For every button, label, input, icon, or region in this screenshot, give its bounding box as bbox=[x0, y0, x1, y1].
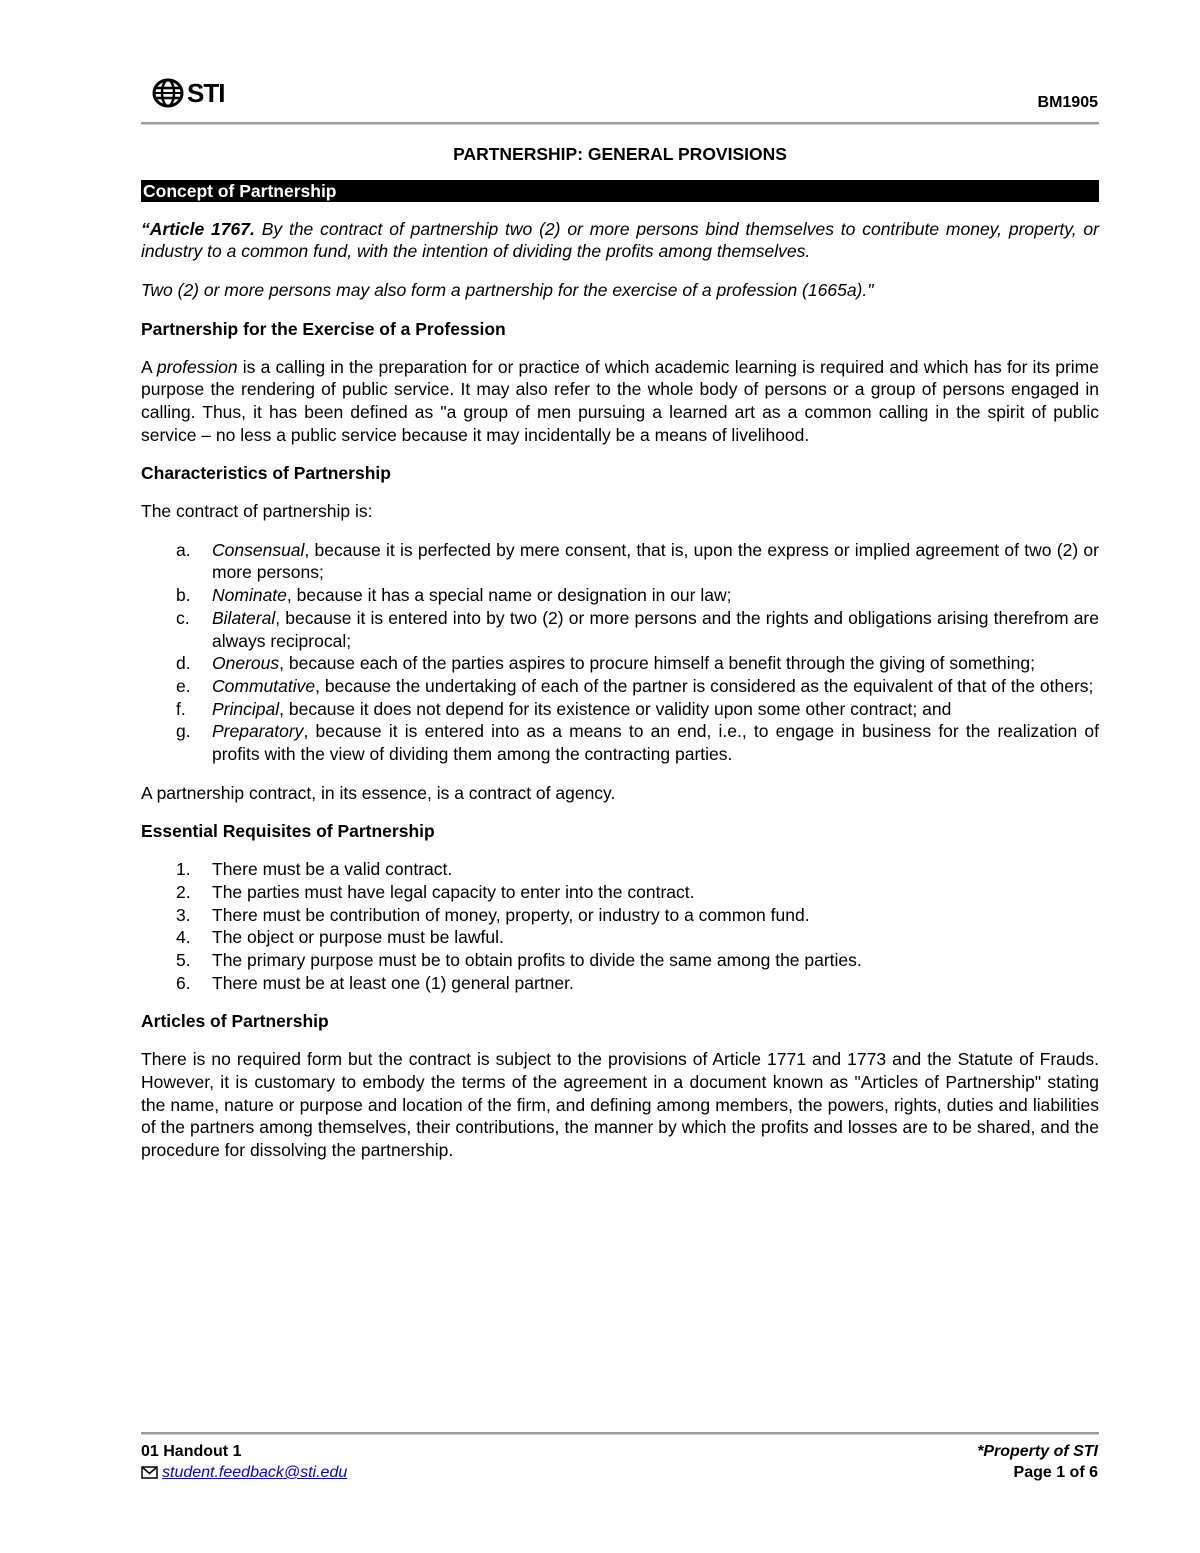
profession-heading: Partnership for the Exercise of a Profession bbox=[141, 318, 506, 339]
list-marker: 6. bbox=[176, 972, 191, 993]
list-text: There must be contribution of money, property, or industry to a common fund. bbox=[212, 904, 810, 925]
list-item bbox=[141, 972, 1099, 995]
list-marker: b. bbox=[176, 585, 191, 606]
list-item bbox=[141, 698, 1099, 721]
list-text: There must be at least one (1) general partner. bbox=[212, 972, 574, 993]
list-marker: 2. bbox=[176, 881, 191, 902]
article-second-paragraph: Two (2) or more persons may also form a partnership for the exercise of a profession (1665a)." bbox=[141, 280, 874, 301]
header-divider bbox=[141, 122, 1099, 125]
list-marker: f. bbox=[176, 698, 186, 719]
list-item bbox=[141, 652, 1099, 675]
list-text: , because it does not depend for its existence or validity upon some other contract; and bbox=[279, 698, 952, 719]
document-code: BM1905 bbox=[1037, 94, 1098, 111]
characteristics-intro: The contract of partnership is: bbox=[141, 501, 373, 522]
list-term: Bilateral bbox=[212, 607, 276, 628]
list-item bbox=[141, 539, 1099, 584]
profession-paragraph bbox=[141, 356, 1099, 447]
article-paragraph bbox=[141, 218, 1099, 263]
logo-text: STI bbox=[187, 78, 225, 108]
characteristics-list bbox=[141, 539, 1099, 766]
list-marker: g. bbox=[176, 721, 191, 742]
list-item bbox=[141, 858, 1099, 881]
list-marker: e. bbox=[176, 675, 191, 696]
list-marker: d. bbox=[176, 653, 191, 674]
list-text: There must be a valid contract. bbox=[212, 859, 453, 880]
page-number: Page 1 of 6 bbox=[1013, 1464, 1098, 1481]
email-row bbox=[141, 1462, 347, 1483]
envelope-icon bbox=[141, 1466, 158, 1479]
feedback-email-link[interactable]: student.feedback@sti.edu bbox=[162, 1464, 348, 1481]
handout-label: 01 Handout 1 bbox=[141, 1443, 242, 1460]
list-item bbox=[141, 720, 1099, 765]
list-text: , because the undertaking of each of the partner is considered as the equivalent of that of the others; bbox=[315, 675, 1094, 696]
characteristics-closing: A partnership contract, in its essence, is a contract of agency. bbox=[141, 782, 616, 803]
list-text: The parties must have legal capacity to enter into the contract. bbox=[212, 881, 695, 902]
footer-divider bbox=[141, 1432, 1099, 1435]
globe-icon bbox=[152, 78, 186, 108]
list-item bbox=[141, 904, 1099, 927]
section-bar-concept: Concept of Partnership bbox=[141, 180, 1099, 202]
list-item bbox=[141, 675, 1099, 698]
list-text: , because it has a special name or designation in our law; bbox=[286, 585, 732, 606]
list-text: , because it is perfected by mere consent, that is, upon the express or implied agreement of two (2) or more persons; bbox=[212, 539, 1099, 583]
list-item bbox=[141, 881, 1099, 904]
articles-heading: Articles of Partnership bbox=[141, 1011, 329, 1032]
list-term: Commutative bbox=[212, 675, 316, 696]
requisites-heading: Essential Requisites of Partnership bbox=[141, 821, 435, 842]
list-text: , because it is entered into by two (2) or more persons and the rights and obligations arising therefrom are always reciprocal; bbox=[212, 607, 1099, 651]
articles-paragraph: There is no required form but the contract is subject to the provisions of Article 1771 and 1773 and the Statute of Frauds. However, it is customary to embody the terms of the agreement in a document known as "Articles of Partnership" stating the name, nature or purpose and location of the firm, and defining among members, the powers, rights, duties and liabilities of the partners among themselves, their contributions, the manner by which the profits and losses are to be shared, and the procedure for dissolving the partnership. bbox=[141, 1049, 1099, 1160]
list-item bbox=[141, 607, 1099, 652]
list-term: Principal bbox=[212, 698, 280, 719]
footer-left bbox=[141, 1441, 347, 1483]
list-marker: 4. bbox=[176, 927, 191, 948]
list-term: Preparatory bbox=[212, 721, 304, 742]
list-marker: a. bbox=[176, 539, 191, 560]
list-item bbox=[141, 584, 1099, 607]
profession-lead: A bbox=[141, 356, 157, 377]
list-marker: 5. bbox=[176, 949, 191, 970]
characteristics-heading: Characteristics of Partnership bbox=[141, 463, 391, 484]
list-term: Consensual bbox=[212, 539, 305, 560]
list-marker: 1. bbox=[176, 859, 191, 880]
list-term: Nominate bbox=[212, 585, 287, 606]
article-text: By the contract of partnership two (2) or more persons bind themselves to contribute money, property, or industry to a common fund, with the intention of dividing the profits among themselves. bbox=[141, 218, 1099, 262]
list-text: The primary purpose must be to obtain profits to divide the same among the parties. bbox=[212, 949, 862, 970]
profession-text: is a calling in the preparation for or practice of which academic learning is required and which has for its prime purpose the rendering of public service. It may also refer to the whole body of persons or a group of persons engaged in calling. Thus, it has been defined as "a group of men pursuing a learned art as a common calling in the spirit of public service – no less a public service because it may incidentally be a means of livelihood. bbox=[141, 356, 1099, 445]
list-marker: 3. bbox=[176, 904, 191, 925]
footer-right bbox=[977, 1441, 1098, 1483]
requisites-list bbox=[141, 858, 1099, 994]
list-text: The object or purpose must be lawful. bbox=[212, 927, 504, 948]
property-notice: *Property of STI bbox=[977, 1443, 1098, 1460]
list-item bbox=[141, 926, 1099, 949]
list-marker: c. bbox=[176, 607, 190, 628]
list-text: , because each of the parties aspires to procure himself a benefit through the giving of something; bbox=[279, 653, 1035, 674]
list-item bbox=[141, 949, 1099, 972]
sti-logo bbox=[152, 76, 224, 110]
list-text: , because it is entered into as a means to an end, i.e., to engage in business for the realization of profits with the view of dividing them among the contracting parties. bbox=[212, 721, 1099, 765]
list-term: Onerous bbox=[212, 653, 280, 674]
article-label: “Article 1767. bbox=[141, 218, 255, 239]
profession-term: profession bbox=[156, 356, 238, 377]
page-title: PARTNERSHIP: GENERAL PROVISIONS bbox=[453, 144, 787, 164]
document-body bbox=[141, 143, 1099, 1178]
